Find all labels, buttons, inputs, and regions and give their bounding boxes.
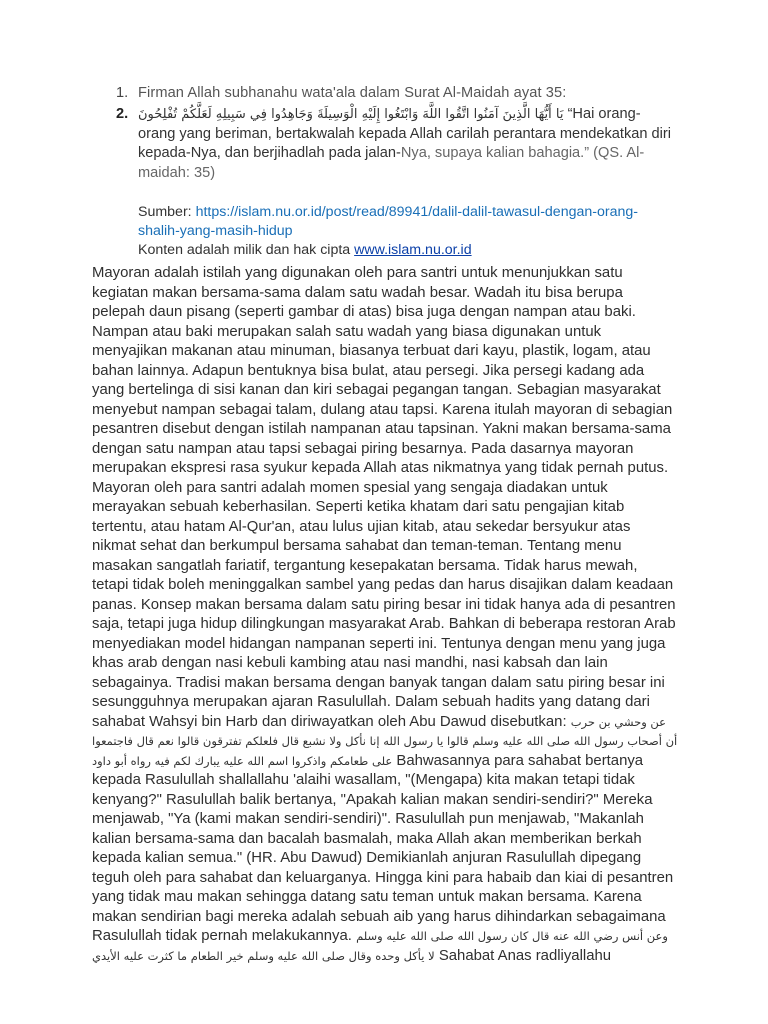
body-paragraph-1: Mayoran adalah istilah yang digunakan oleh para santri untuk menunjukkan satu kegiatan makan bersama-sama dalam satu wadah besar. Wadah itu bisa berupa pelepah daun pisang (seperti gambar di atas) bisa juga dengan nampan atau baki. Nampan atau baki merupakan salah satu wadah yang biasa digunakan untuk menyajikan makanan atau minuman, biasanya terbuat dari kayu, plastik, logam, atau bahan lainnya. Adapun bentuknya bisa bulat, atau persegi. Jika persegi kadang ada yang bertelinga di sisi kanan dan kiri sebagai pegangan tangan. Sebagian masyarakat menyebut nampan sebagai talam, dulang atau tapsi. Karena itulah mayoran di sebagian pesantren disebut dengan istilah nampanan atau tapsinan. Yakni makan bersama-sama dengan satu nampan atau tapsi sebagai piring besarnya. Pada dasarnya mayoran merupakan ekspresi rasa syukur kepada Allah atas nikmatnya yang tidak pernah putus. Mayoran oleh para santri adalah momen spesial yang sengaja diadakan untuk merayakan sebuah keberhasilan. Seperti ketika khatam dari satu pengajian kitab tertentu, atau hatam Al-Qur'an, atau lulus ujian kitab, atau sekedar bersyukur atas nikmat sehat dan berkumpul bersama sahabat dan teman-teman. Tentang menu masakan sangatlah fariatif, tergantung kesepakatan bersama. Tidak harus mewah, tetapi tidak boleh meninggalkan sambel yang pedas dan harus disajikan dalam keadaan panas. Konsep makan bersama dalam satu piring besar ini tidak hanya ada di pesantren saja, tetapi juga hidup dilingkungan masyarakat Arab. Bahkan di beberapa restoran Arab menyediakan model hidangan nampanan seperti ini. Tentunya dengan menu yang juga khas arab dengan nasi kebuli kambing atau nasi mandhi, nasi kabsah dan lain sebagainya. Tradisi makan bersama dengan banyak tangan dalam satu piring besar ini sesungguhnya merupakan ajaran Rasulullah. Dalam sebuah hadits yang datang dari sahabat Wahsyi bin Harb dan diriwayatkan oleh Abu Dawud disebutkan: — [92, 265, 676, 730]
copyright-text: Konten adalah milik dan hak cipta — [138, 241, 355, 258]
source-line — [138, 203, 676, 241]
body-paragraph-3: Sahabat Anas radliyallahu — [434, 947, 612, 964]
verse-translation-part1: “Hai orang-orang yang beriman, bertakwalah kepada Allah carilah perantara mendekatkan diri kepada-Nya, dan berjihadlah pada jalan- — [138, 106, 671, 162]
verse-translation-part2: Nya, supaya kalian bahagia.” (QS. Al-maidah: 35) — [138, 145, 645, 181]
list-item-1 — [116, 84, 676, 103]
list-number-2: 2. — [116, 106, 129, 123]
source-block — [138, 203, 676, 260]
list-item-1-text: Firman Allah subhanahu wata'ala dalam Surat Al-Maidah ayat 35: — [138, 85, 567, 101]
body-paragraph-2: Bahwasannya para sahabat bertanya kepada Rasulullah shallallahu 'alaihi wasallam, "(Mengapa) kita makan tetapi tidak kenyang?" Rasulullah balik bertanya, "Apakah kalian makan sendiri-sendiri?" Mereka menjawab, "Ya (kami makan sendiri-sendiri)". Rasulullah pun menjawab, "Makanlah kalian bersama-sama dan bacalah basmalah, maka Allah akan memberikan berkah kepada kalian semua." (HR. Abu Dawud) Demikianlah anjuran Rasulullah dipegang teguh oleh para sahabat dan keluarganya. Hingga kini para habaib dan kiai di pesantren yang tidak mau makan sehingga datang satu teman untuk makan bersama. Karena makan sendirian bagi mereka adalah sebuah aib yang harus dihindarkan sebagaimana Rasulullah tidak pernah melakukannya. — [92, 752, 674, 944]
list-number-1: 1. — [116, 85, 129, 101]
quran-verse-arabic: يَا أَيُّهَا الَّذِينَ آمَنُوا اتَّقُوا اللَّهَ وَابْتَغُوا إِلَيْهِ الْوَسِيلَةَ وَجَاهِدُوا فِي سَبِيلِهِ لَعَلَّكُمْ تُفْلِحُونَ — [138, 107, 564, 123]
source-label: Sumber: — [138, 203, 196, 220]
hadith-arabic-2: وعن أنس رضي الله عنه قال كان رسول الله صلى الله عليه وسلم لا يأكل وحده وقال صلى الله عليه وسلم خير الطعام ما كثرت عليه الأيدي — [92, 929, 668, 963]
hadith-arabic-1: عن وحشي بن حرب أن أصحاب رسول الله صلى الله عليه وسلم قالوا يا رسول الله إنا نأكل ولا نشبع قال فلعلكم تفترقون قالوا نعم قال فاجتمعوا على طعامكم واذكروا اسم الله عليه يبارك لكم فيه رواه أبو داود — [92, 714, 678, 768]
source-url-link[interactable]: https://islam.nu.or.id/post/read/89941/dalil-dalil-tawasul-dengan-orang-shalih-yang-masih-hidup — [138, 203, 638, 239]
quote-list — [116, 84, 676, 260]
copyright-link[interactable]: www.islam.nu.or.id — [354, 241, 472, 258]
copyright-line — [138, 241, 676, 260]
article-body — [92, 264, 678, 966]
list-item-2 — [116, 105, 676, 259]
